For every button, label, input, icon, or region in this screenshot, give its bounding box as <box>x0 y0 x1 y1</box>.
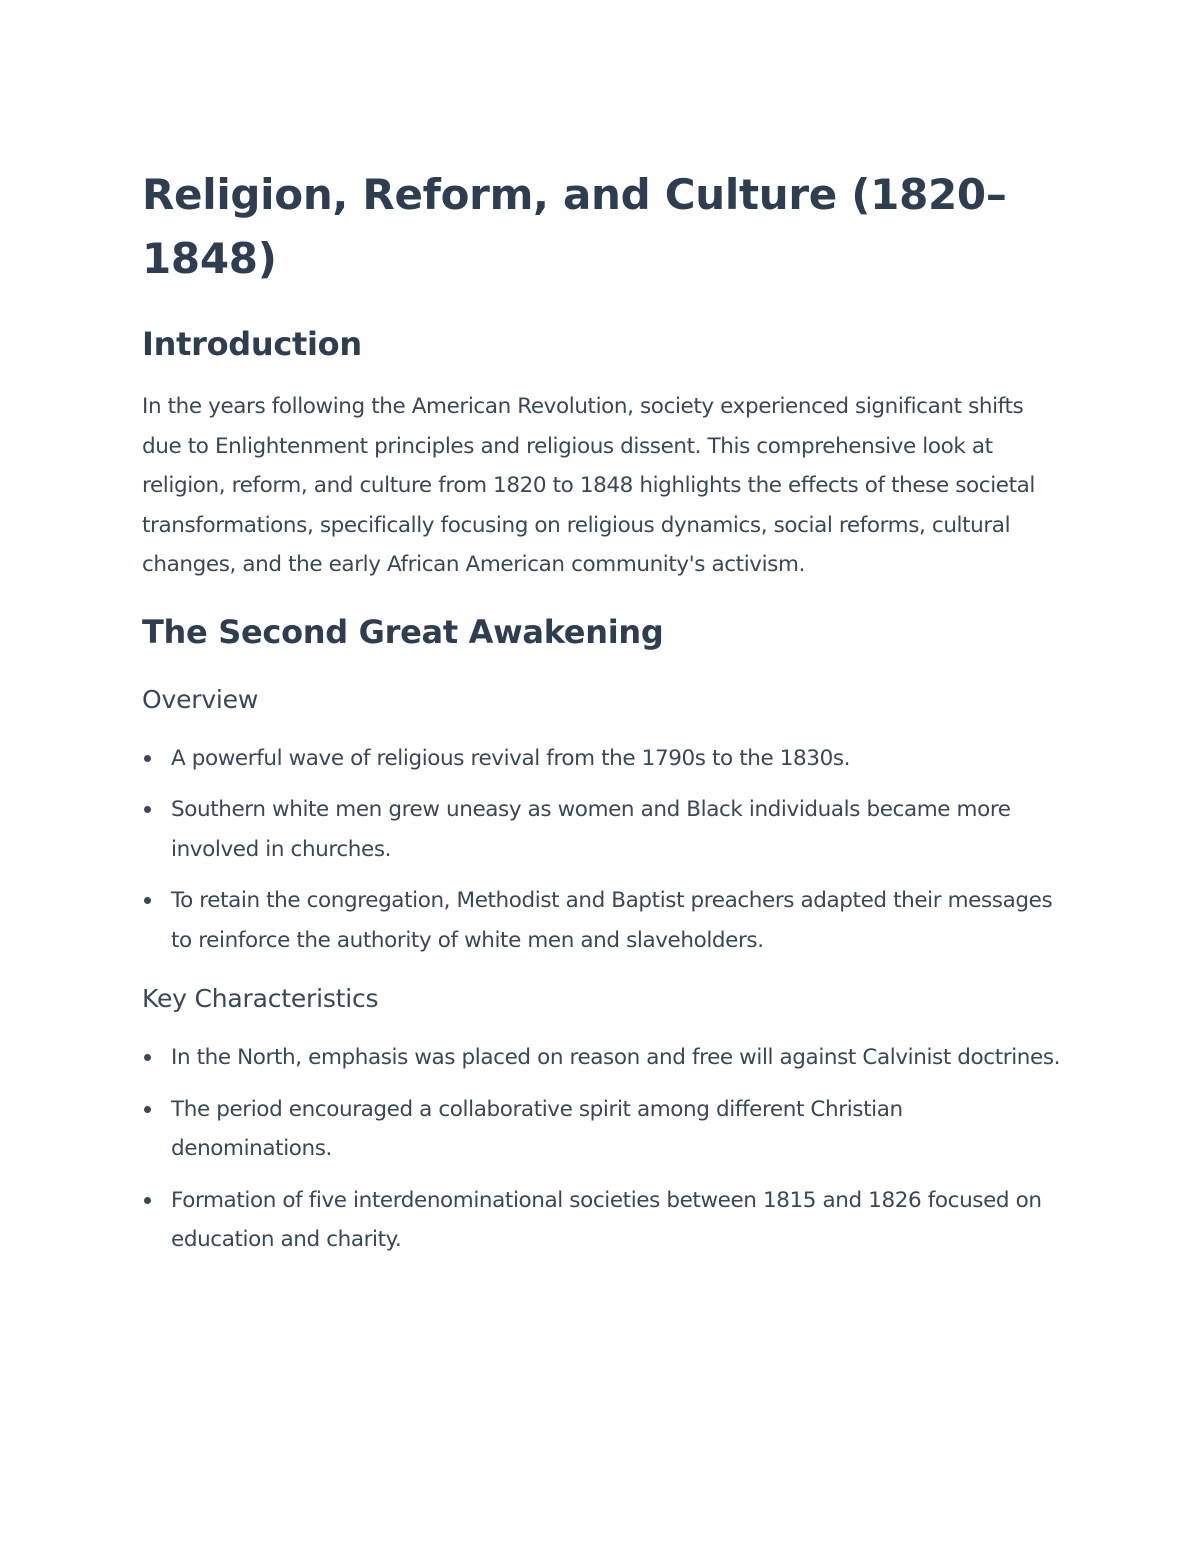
introduction-paragraph: In the years following the American Revolution, society experienced significant shifts due to Enlightenment principles and religious dissent. This comprehensive look at religion, reform, and culture from 1820 to 1848 highlights the effects of these societal transformations, specifically focusing on religious dynamics, social reforms, cultural changes, and the early African American community's activism. <box>142 394 1035 577</box>
bullet-icon <box>144 755 151 762</box>
list-item-text: A powerful wave of religious revival from the 1790s to the 1830s. <box>171 745 851 771</box>
overview-list <box>142 739 1070 961</box>
bullet-icon <box>144 1197 151 1204</box>
list-item-text: Southern white men grew uneasy as women and Black individuals became more involved in churches. <box>171 797 1011 862</box>
list-item-text: The period encouraged a collaborative spirit among different Christian denominations. <box>171 1096 903 1161</box>
overview-heading: Overview <box>142 684 259 714</box>
introduction-heading: Introduction <box>142 325 362 363</box>
list-item <box>142 790 1070 869</box>
bullet-icon <box>144 806 151 813</box>
bullet-icon <box>144 897 151 904</box>
list-item <box>142 1090 1070 1169</box>
key-characteristics-heading: Key Characteristics <box>142 984 379 1013</box>
page-title: Religion, Reform, and Culture (1820–1848) <box>142 170 1007 283</box>
list-item <box>142 1038 1070 1078</box>
second-great-awakening-heading: The Second Great Awakening <box>142 612 664 651</box>
bullet-icon <box>144 1106 151 1113</box>
list-item <box>142 1181 1070 1260</box>
bullet-icon <box>144 1054 151 1061</box>
list-item-text: To retain the congregation, Methodist and Baptist preachers adapted their messages to reinforce the authority of white men and slaveholders. <box>171 888 1053 953</box>
list-item-text: Formation of five interdenominational societies between 1815 and 1826 focused on education and charity. <box>171 1187 1042 1252</box>
key-characteristics-list <box>142 1038 1070 1260</box>
list-item <box>142 881 1070 960</box>
list-item <box>142 739 1070 779</box>
list-item-text: In the North, emphasis was placed on reason and free will against Calvinist doctrines. <box>171 1045 1061 1070</box>
